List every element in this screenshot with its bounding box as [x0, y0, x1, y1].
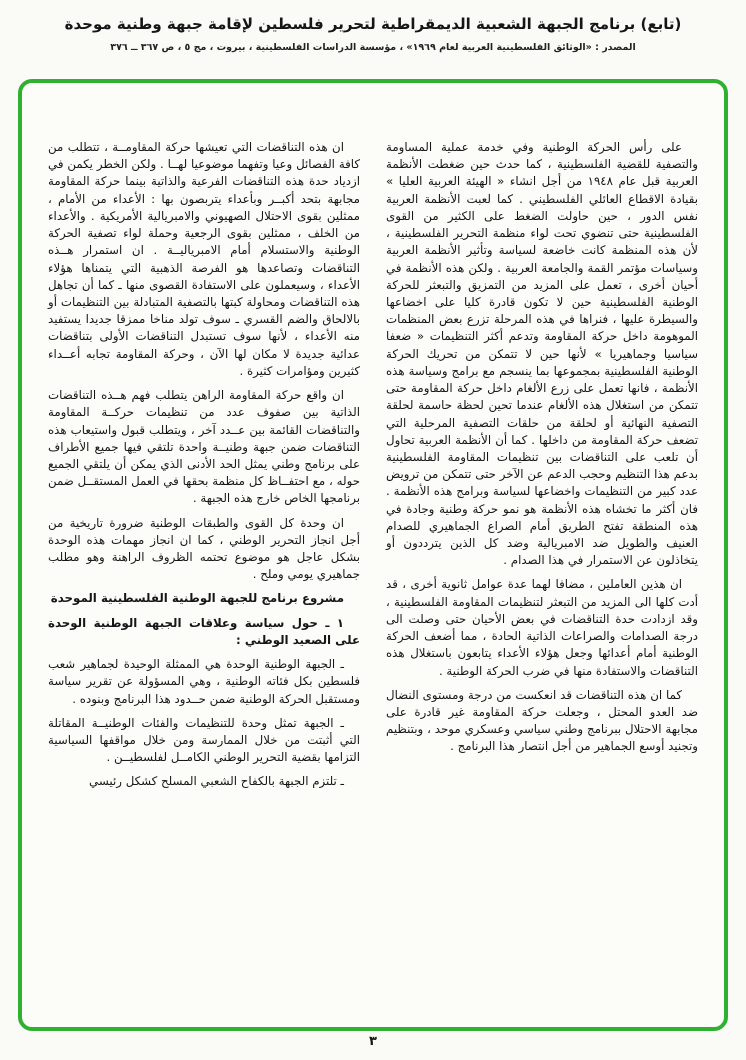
- page-number: ٣: [369, 1034, 377, 1049]
- paragraph-left-1: ان هذه التناقضات التي تعيشها حركة المقاومــة ، تتطلب من كافة الفصائل وعيا وتفهما موضوعيا لهــا . ولكن الخطر يكمن في ازدياد حدة هذه التناقضات الفرعية والذاتية بينما حركة المقاومة مجابهة بتحد أكبــر وبأعداء يتربصون بها : الأعداء من الأمام ، ممثلين بقوى الاحتلال الصهيوني والامبريالية الأمريكية . والأعداء من الخلف ، ممثلين بقوى الرجعية وحملة لواء تصفية الحركة الوطنية والاستسلام أمام الامبرياليــة . ان استمرار هــذه التناقضات وتصاعدها هو الفرصة الذهبية التي يتمناها هؤلاء الأعداء ، وسيعملون على الاستفادة القصوى منها ـ كما أن تجاهل هذه التناقضات ومحاولة كبتها بالتصفية المتبادلة بين التنظيمات أو بالالحاق والضم القسري ـ سوف تولد مناخا ممزقا جديدا يستفيد منه الأعداء ، لأنها سوف تستبدل التناقضات الأولى بتناقضات عدائية جديدة لا مكان لها الآن ، وحركة المقاومة تجابه أعــداء كثيرين ومؤامرات كثيرة .: [48, 140, 360, 378]
- sub-heading: ١ ـ حول سياسة وعلاقات الجبهة الوطنية الوحدة على الصعيد الوطني :: [48, 615, 360, 647]
- document-header: [0, 0, 746, 53]
- paragraph-left-3: ان وحدة كل القوى والطبقات الوطنية ضرورة تاريخية من أجل انجاز التحرير الوطني ، كما ان انجاز مهمات هذه الوحدة بشكل عاجل هو موضوع تحتمه الظروف الراهنة وهو مطلب جماهيري يومي وملح .: [48, 515, 360, 582]
- section-heading: مشروع برنامج للجبهة الوطنية الفلسطينية الموحدة: [50, 591, 344, 606]
- paragraph-left-2: ان واقع حركة المقاومة الراهن يتطلب فهم هــذه التناقضات الذاتية بين صفوف عدد من تنظيمات حركــة المقاومة والتناقضات القائمة بين عــدد آخر ، ويتطلب قبول واستيعاب هذه التناقضات ضمن جبهة وطنيــة واحدة تلتقي فيها جميع الأطراف على برنامج وطني يمثل الحد الأدنى الذي يمكن أن يلتقي الجميع حوله ، مع احتفــاظ كل منظمة بحقها في العمل المستقــل ضمن برنامجها الخاص خارج هذه الجبهة .: [48, 388, 360, 506]
- paragraph-right-1: على رأس الحركة الوطنية وفي خدمة عملية المساومة والتصفية للقضية الفلسطينية ، كما حدث حين ضغطت الأنظمة العربية قبل عام ١٩٤٨ من أجل انشاء « الهيئة العربية العليا » بقيادة الاقطاع العائلي الفلسطيني . كما لعبت الأنظمة العربية نفس الدور ، حين حاولت الضغط على الكثير من القوى الفلسطينية حتى تنضوي تحت لواء منظمة التحرير الفلسطينية ، لأن هذه المنظمة كانت خاضعة لسياسة وتأثير الأنظمة العربية وسياسات مؤتمر القمة والجامعة العربية . ولكن هذه الأنظمة في أحيان أخرى ، تعمل على المزيد من التمزيق والتبعثر للحركة الوطنية الفلسطينية حين لا تكون قادرة كليا على اخضاعها والسيطرة عليها ، فنراها في هذه المرحلة تزرع بعض المنظمات الموهومة داخل حركة المقاومة وتدعم أكثر التنظيمات « ضعفا سياسيا وجماهيريا » لأنها حين لا تتمكن من تحريك الحركة الوطنية الفلسطينية بمجموعها بما ينسجم مع برامج وسياسة هذه الأنظمة ، فانها تعمل على زرع الألغام داخل حركة المقاومة حتى تتمكن من استغلال هذه الألغام عندما تحين لحظة حاسمة لحلقة التصفية النهائية أو لحلقة من حلقات التصفية المرحلية التي تضعف حركة المقاومة من داخلها . كما أن الأنظمة العربية تحاول أن تلعب على التناقضات بين تنظيمات المقاومة الفلسطينية بدعم هذا التنظيم وحجب الدعم عن الآخر حتى تتمكن من ترويض عدد كبير من التنظيمات واخضاعها لسياسة وبرامج هذه الأنظمة . فان أكثر ما تخشاه هذه الأنظمة هو نمو حركة وطنية وجادة في هذه المنطقة تفتح الطريق أمام الصراع الجماهيري للصدام العنيف والطويل ضد الامبريالية وضد كل الذين يترددون أو يتخاذلون عن الاستمرار في هذا الصدام .: [386, 140, 698, 568]
- document-title: (تابع) برنامج الجبهة الشعبية الديمقراطية لتحرير فلسطين لإقامة جبهة وطنية موحدة: [64, 15, 682, 33]
- green-border-frame: [18, 79, 728, 1031]
- program-item-3: ـ تلتزم الجبهة بالكفاح الشعبي المسلح كشكل رئيسي: [89, 774, 344, 789]
- source-citation: المصدر : «الوثائق الفلسطينية العربية لعام ١٩٦٩» ، مؤسسة الدراسات الفلسطينية ، بيروت ، مج ٥ ، ص ٣٦٧ ــ ٣٧٦: [110, 42, 636, 53]
- column-left: [48, 139, 360, 1009]
- program-item-2: ـ الجبهة تمثل وحدة للتنظيمات والفئات الوطنيــة المقاتلة التي أثبتت من خلال الممارسة ومن خلال مواقفها السياسية التزامها بقضية التحرير الوطني الكامــل لفلسطيــن .: [48, 715, 360, 765]
- text-columns: [48, 139, 698, 1009]
- paragraph-right-3: كما ان هذه التناقضات قد انعكست من درجة ومستوى النضال ضد العدو المحتل ، وجعلت حركة المقاومة غير قادرة على مجابهة الاحتلال ببرنامج وطني سياسي وعسكري موحد ، وبتنظيم وتجنيد أوسع الجماهير من أجل انتصار هذا البرنامج .: [386, 687, 698, 754]
- paragraph-right-2: ان هذين العاملين ، مضافا لهما عدة عوامل ثانوية أخرى ، قد أدت كلها الى المزيد من التبعثر لتنظيمات المقاومة الفلسطينية ، وقد ازدادت حدة التناقضات في بعض الأحيان حتى وصلت الى درجة الصدامات والصراعات الذاتية الحادة ، مما أضعف الحركة الوطنية أمام أعدائها وجعل هؤلاء الأعداء يتابعون باستغلال هذه التناقضات والاستفادة منها في ضرب الحركة الوطنية .: [386, 577, 698, 678]
- program-item-1: ـ الجبهة الوطنية الوحدة هي الممثلة الوحيدة لجماهير شعب فلسطين بكل فئاته الوطنية ، وهي المسؤولة عن تقرير سياسة ومستقبل الحركة الوطنية ضمن حــدود هذا البرنامج وبنوده .: [48, 657, 360, 706]
- column-right: [386, 139, 698, 1009]
